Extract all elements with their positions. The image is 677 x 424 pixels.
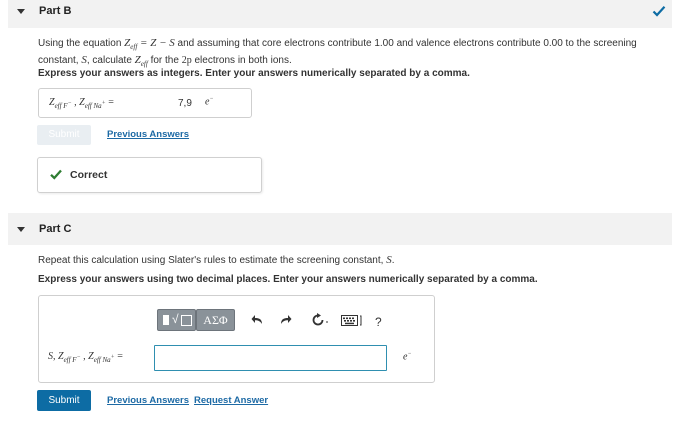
part-b-instruction: Express your answers as integers. Enter your answers numerically separated by a comma. [38, 68, 470, 79]
collapse-caret-icon[interactable] [17, 227, 25, 232]
templates-button[interactable]: √ [157, 309, 196, 331]
undo-icon[interactable] [251, 314, 264, 326]
request-answer-link[interactable]: Request Answer [194, 395, 269, 406]
part-b-submit-button[interactable]: Submit [37, 125, 91, 145]
part-c-answer-input[interactable] [154, 345, 387, 371]
keyboard-icon[interactable] [341, 315, 363, 326]
part-c-instruction: Express your answers using two decimal places. Enter your answers numerically separated by a comma. [38, 274, 538, 285]
reset-dot [326, 321, 328, 323]
part-c-question: Repeat this calculation using Slater's rules to estimate the screening constant, S. [38, 254, 395, 266]
correct-label: Correct [70, 169, 108, 181]
part-b-previous-answers-link[interactable]: Previous Answers [107, 129, 190, 140]
part-b-answer-unit: e− [205, 96, 214, 108]
checkmark-icon [652, 5, 666, 17]
symbols-button[interactable]: ΑΣΦ [196, 309, 235, 331]
part-c-submit-button[interactable]: Submit [37, 390, 91, 411]
part-b-title: Part B [39, 5, 72, 17]
part-c-previous-answers-link[interactable]: Previous Answers [107, 395, 190, 406]
help-button[interactable]: ? [375, 315, 382, 329]
reset-icon[interactable] [311, 313, 325, 327]
correct-feedback [37, 157, 262, 193]
part-c-title: Part C [39, 223, 72, 235]
part-b-answer-box [38, 88, 252, 118]
part-c-header[interactable] [8, 213, 672, 245]
part-c-answer-area [38, 295, 435, 383]
part-b-answer-value: 7,9 [178, 98, 192, 109]
part-b-header[interactable] [8, 0, 672, 28]
collapse-caret-icon[interactable] [17, 9, 25, 14]
part-c-answer-unit: e− [403, 351, 412, 363]
correct-checkmark-icon [50, 169, 62, 180]
part-b-question: Using the equation $Z_{eff} = Z - S$ and assuming that core electrons contribute 1.00 and valence electrons contribute 0.00 to the screening constant, S, calculate $Z_{eff}$ for the 2p electrons in both ions. [38, 37, 637, 68]
redo-icon[interactable] [279, 314, 292, 326]
part-c-input-label: S, $Z_{eff F^-}$ , $Z_{eff Na^+}$ = [48, 351, 123, 364]
part-b-answer-label: $Z_{eff F^-}$ , $Z_{eff Na^+}$ = [49, 97, 114, 110]
